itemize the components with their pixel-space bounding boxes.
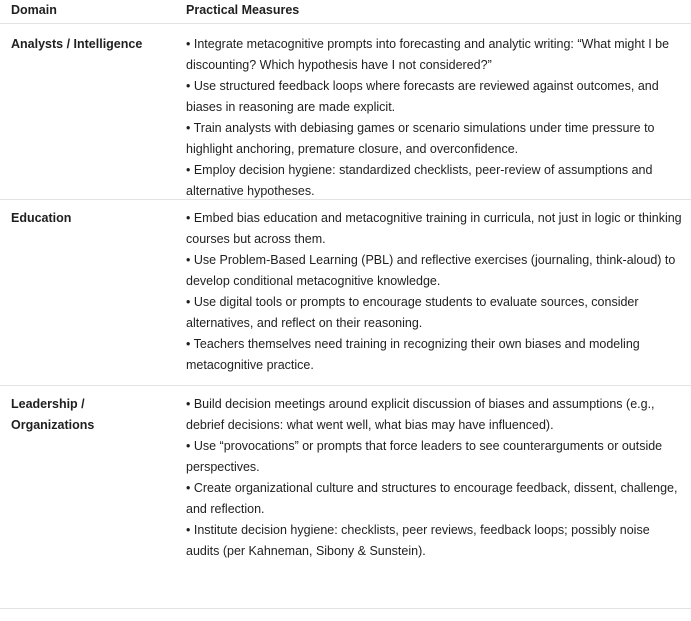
measure-bullet: • Employ decision hygiene: standardized checklists, peer-review of assumptions and alternative hypotheses. [186,163,653,198]
header-domain: Domain [11,3,57,17]
measure-bullet: • Use structured feedback loops where forecasts are reviewed against outcomes, and biases in reasoning are made explicit. [186,79,659,114]
domain-cell: Education [11,211,72,225]
measures-cell [186,208,686,385]
measure-bullet: • Use Problem-Based Learning (PBL) and reflective exercises (journaling, think-aloud) to develop conditional metacognitive knowledge. [186,253,676,288]
measures-cell [186,34,686,199]
domain-line: Leadership / [11,397,85,411]
measure-bullet: • Build decision meetings around explicit discussion of biases and assumptions (e.g., debrief decisions: what went well, what bias may have influenced). [186,397,655,432]
measure-bullet: • Integrate metacognitive prompts into forecasting and analytic writing: “What might I be discounting? Which hypothesis have I not considered?” [186,37,670,72]
table-row-analysts [0,24,691,200]
measures-cell [186,394,686,608]
table-header-row [0,0,691,24]
domain-line: Organizations [11,418,95,432]
measure-bullet: • Train analysts with debiasing games or scenario simulations under time pressure to highlight anchoring, premature closure, and overconfidence. [186,121,655,156]
table-row-education [0,200,691,386]
domain-cell: Analysts / Intelligence [11,37,143,51]
header-practical-measures: Practical Measures [186,3,300,17]
measure-bullet: • Teachers themselves need training in recognizing their own biases and modeling metacognitive practice. [186,337,640,372]
measure-bullet: • Create organizational culture and structures to encourage feedback, dissent, challenge, and reflection. [186,481,678,516]
domain-cell [0,394,186,608]
measure-bullet: • Institute decision hygiene: checklists, peer reviews, feedback loops; possibly noise audits (per Kahneman, Sibony & Sunstein). [186,523,650,558]
measure-bullet: • Use “provocations” or prompts that force leaders to see counterarguments or outside perspectives. [186,439,663,474]
measure-bullet: • Embed bias education and metacognitive training in curricula, not just in logic or thinking courses but across them. [186,211,682,246]
table-row-leadership [0,386,691,609]
measure-bullet: • Use digital tools or prompts to encourage students to evaluate sources, consider alternatives, and reflect on their reasoning. [186,295,639,330]
